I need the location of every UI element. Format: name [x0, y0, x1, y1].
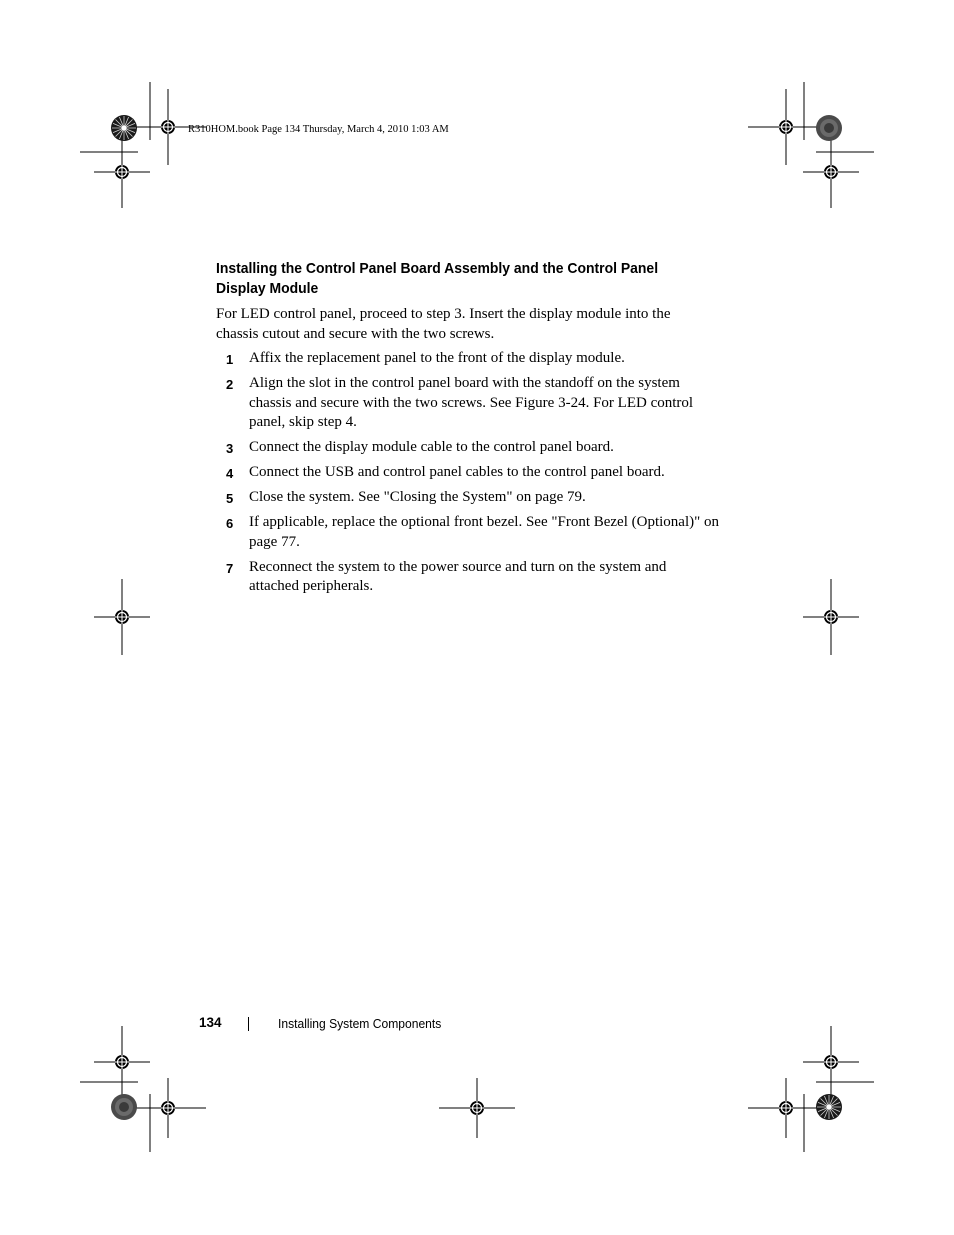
list-item	[216, 463, 726, 483]
footer-divider	[248, 1017, 249, 1031]
step-text: Affix the replacement panel to the front of the display module.	[249, 350, 625, 366]
step-number: 2	[226, 377, 234, 392]
list-item	[216, 438, 726, 458]
starburst-icon	[816, 115, 842, 141]
crosshair-target-icon	[748, 1078, 824, 1138]
step-number: 5	[226, 491, 234, 506]
crosshair-target-icon	[803, 579, 859, 655]
page-number: 134	[199, 1015, 222, 1030]
step-number: 1	[226, 352, 234, 367]
step-number: 4	[226, 466, 234, 481]
step-text: Connect the USB and control panel cables to the control panel board.	[249, 464, 665, 480]
registration-marks	[94, 89, 859, 1138]
list-item	[216, 349, 726, 369]
step-number: 6	[226, 516, 234, 531]
step-text: Reconnect the system to the power source and turn on the system and attached peripherals.	[249, 558, 667, 594]
step-text: Connect the display module cable to the control panel board.	[249, 439, 614, 455]
step-number: 7	[226, 560, 234, 576]
footer-section-title: Installing System Components	[278, 1016, 442, 1031]
step-text: Align the slot in the control panel board with the standoff on the system chassis and secure with the two screws. See Figure 3-24. For LED control panel, skip step 4.	[249, 375, 694, 430]
crosshair-target-icon	[94, 136, 150, 208]
procedure-steps	[216, 349, 726, 602]
list-item	[216, 513, 726, 552]
crosshair-target-icon	[130, 1078, 206, 1138]
list-item	[216, 488, 726, 508]
print-header: R310HOM.book Page 134 Thursday, March 4, 2010 1:03 AM	[188, 124, 449, 135]
step-text: Close the system. See "Closing the System" on page 79.	[249, 489, 586, 505]
starburst-icon	[111, 115, 137, 141]
crosshair-target-icon	[94, 579, 150, 655]
step-text: If applicable, replace the optional front bezel. See "Front Bezel (Optional)" on page 77.	[249, 514, 719, 550]
crosshair-target-icon	[803, 1026, 859, 1098]
crosshair-target-icon	[803, 136, 859, 208]
starburst-icon	[111, 1094, 137, 1120]
step-number: 3	[226, 441, 234, 456]
intro-paragraph: For LED control panel, proceed to step 3. Insert the display module into the chassis cutout and secure with the two screws.	[216, 306, 671, 342]
starburst-icon	[816, 1094, 842, 1120]
crosshair-target-icon	[748, 89, 824, 165]
list-item	[216, 558, 726, 597]
crop-marks	[80, 82, 874, 1152]
crosshair-target-icon	[439, 1078, 515, 1138]
section-heading: Installing the Control Panel Board Assembly and the Control Panel Display Module	[216, 260, 659, 297]
crosshair-target-icon	[94, 1026, 150, 1098]
list-item	[216, 374, 726, 433]
